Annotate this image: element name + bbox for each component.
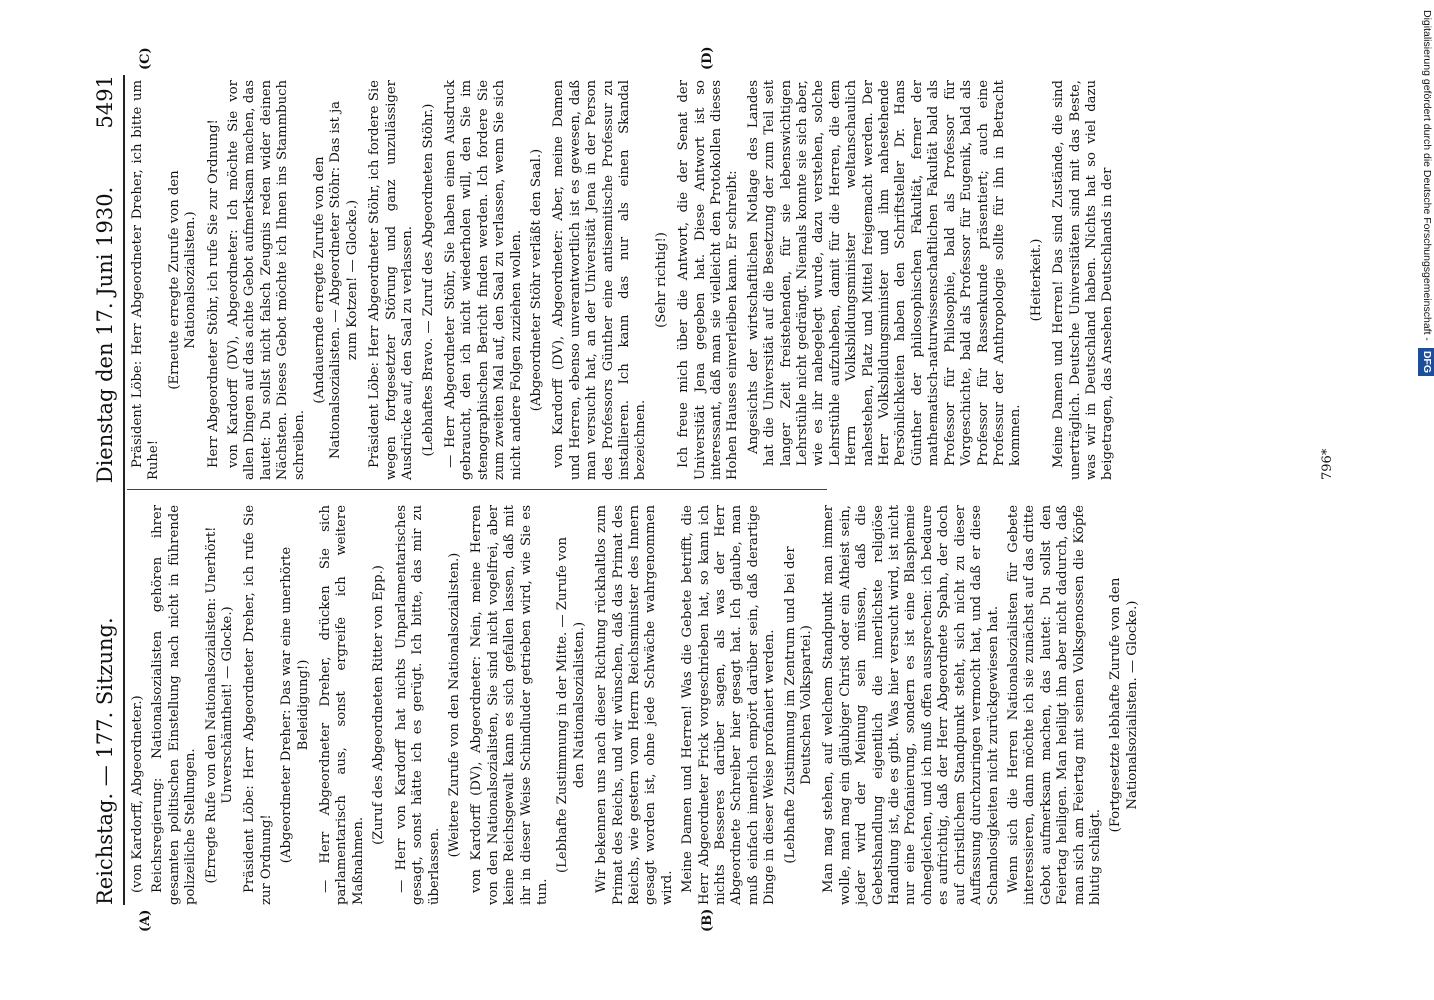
- paragraph: — Herr Abgeordneter Dreher, drücken Sie sich parlamentarisch aus, sonst ergreife ich weitere Maßnahmen.: [318, 505, 366, 905]
- text-column-right: [130, 80, 1121, 480]
- paragraph: von Kardorff (DV), Abgeordneter: Ich möchte Sie vor allen Dingen auf das achte Gebot aufmerksam machen, das lautet: Du sollst nicht falsch Zeugnis reden wider deinen Nächsten. Dieses Gebot möchte ich Ihnen ins Stammbuch schreiben.: [226, 80, 307, 480]
- interjection: (Zuruf des Abgeordneten Ritter von Epp.): [371, 565, 387, 845]
- page-number: 5491: [93, 75, 117, 129]
- column-divider: [127, 489, 827, 490]
- marker-a: (A): [138, 909, 153, 932]
- side-credit: [1418, 10, 1434, 990]
- header-left: Reichstag. — 177. Sitzung.: [93, 617, 117, 905]
- paragraph: von Kardorff (DV), Abgeordneter: Aber, meine Damen und Herren, ebenso unverantwortlich ist es gewesen, daß man versucht hat, an der Universität Jena in der Person des Professors Günther eine antisemitische Professur zu installieren. Ich kann das nur als einen Skandal bezeichnen.: [551, 80, 649, 480]
- paragraph: Wenn sich die Herren Nationalsozialisten für Gebete interessieren, dann möchte ich sie zunächst auf das dritte Gebot aufmerksam machen, das lautet: Du sollst den Feiertag heiligen. Man heiligt ihn aber nicht dadurch, daß man sich am Feiertag mit seinen Volksgenossen die Köpfe blutig schlägt.: [1005, 505, 1103, 905]
- header-date: Dienstag den 17. Juni 1930.: [93, 186, 117, 484]
- interjection: (Lebhafte Zustimmung im Zentrum und bei der Deutschen Volkspartei.): [782, 546, 815, 864]
- interjection: (Lebhafte Zustimmung in der Mitte. — Zurufe von den Nationalsozialisten.): [555, 537, 587, 873]
- paragraph: Präsident Löbe: Herr Abgeordneter Dreher, ich bitte um Ruhe!: [130, 80, 162, 480]
- side-credit-text: Digitalisierung gefördert durch die Deutsche Forschungsgemeinschaft -: [1421, 10, 1433, 341]
- interjection: (Fortgesetzte lebhafte Zurufe von den Nationalsozialisten. — Glocke.): [1108, 577, 1140, 833]
- marker-b: (B): [700, 908, 715, 932]
- paragraph: Präsident Löbe: Herr Abgeordneter Dreher, ich rufe Sie zur Ordnung!: [242, 505, 274, 905]
- interjection: (Andauernde erregte Zurufe von den Nationalsozialisten. — Abgeordneter Stöhr: Das ist ja zum Kotzen! — Glocke.): [312, 100, 360, 460]
- marker-c: (C): [138, 47, 153, 70]
- paragraph: Man mag stehen, auf welchem Standpunkt man immer wolle, man mag ein gläubiger Christ oder ein Atheist sein, jeder wird der Meinung sein müssen, daß die Gebetshandlung eigentlich die innerlichste religiöse Handlung ist, die es gibt. Was hier versucht wird, ist nicht nur eine Profanierung, sondern es ist eine Blasphemie ohnegleichen, und ich muß offen aussprechen: ich bedaure es aufrichtig, daß der Herr Abgeordnete Spahn, der doch auf christlichem Standpunkt steht, sich nicht zu dieser Auffassung durchzuringen vermocht hat, und daß er diese Schamlosigkeiten nicht zurückgewiesen hat.: [821, 505, 1001, 905]
- interjection: (Abgeordneter Dreher: Das war eine unerhörte Beleidigung!): [279, 546, 311, 864]
- marker-d: (D): [700, 46, 715, 70]
- paragraph: Herr Abgeordneter Stöhr, ich rufe Sie zur Ordnung!: [205, 119, 221, 468]
- paragraph: Wir bekennen uns nach dieser Richtung rückhaltlos zum Primat des Reichs, und wir wünschen, daß das Primat des Reichs, wie gestern vom Herrn Reichsminister des Innern gesagt worden ist, ohne jede Schwäche wahrgenommen wird.: [594, 505, 675, 905]
- interjection: (Erregte Rufe von den Nationalsozialisten: Unerhört! Unverschämtheit! — Glocke.): [203, 526, 236, 884]
- interjection: (Sehr richtig!): [653, 232, 669, 328]
- paragraph: von Kardorff (DV), Abgeordneter: Nein, meine Herren von den Nationalsozialisten, Sie sind nicht vogelfrei, aber keine Reichsgewalt kann es sich gefallen lassen, daß mit ihr in dieser Weise Schindluder getrieben wird, wie Sie es tun.: [469, 505, 550, 905]
- paragraph: Ich freue mich über die Antwort, die der Senat der Universität Jena gegeben hat. Diese Antwort ist so interessant, daß man sie vielleicht den Protokollen dieses Hohen Hauses einverleiben kann. Er schreibt:: [676, 80, 741, 480]
- page-header: [90, 75, 120, 905]
- text-column-left: [130, 505, 1147, 905]
- interjection: (Weitere Zurufe von den Nationalsozialisten.): [446, 552, 462, 858]
- paragraph: — Herr Abgeordneter Stöhr, Sie haben einen Ausdruck gebraucht, den ich nicht wiederholen will, den Sie im stenographischen Bericht finden werden. Ich fordere Sie zum zweiten Mal auf, den Saal zu verlassen, wenn Sie sich nicht andere Folgen zuziehen wollen.: [442, 80, 524, 480]
- paragraph: Meine Damen und Herren! Was die Gebete betrifft, die Herr Abgeordneter Frick vorgeschrieben hat, so kann ich nichts Besseres darüber sagen, als was der Herr Abgeordnete Schreiber hier gesagt hat. Ich glaube, man muß einfach innerlich empört darüber sein, daß derartige Dinge in dieser Weise profaniert werden.: [680, 505, 778, 905]
- interjection: (Lebhaftes Bravo. — Zuruf des Abgeordneten Stöhr.): [420, 103, 436, 457]
- interjection: (Erneute erregte Zurufe von den Nationalsozialisten.): [166, 170, 199, 390]
- paragraph: Reichsregierung: Nationalsozialisten gehören ihrer gesamten politischen Einstellung nach nicht in führende polizeiliche Stellungen.: [150, 505, 199, 905]
- interjection: (Heiterkeit.): [1028, 238, 1044, 322]
- signature-mark: 796*: [1320, 448, 1335, 480]
- interjection: (Abgeordneter Stöhr verläßt den Saal.): [528, 148, 544, 412]
- paragraph: Meine Damen und Herren! Das sind Zustände, die sind unerträglich. Deutsche Universitäten sind mit das Beste, was wir in Deutschland haben. Nichts hat so viel dazu beigetragen, das Ansehen Deutschlands in der: [1051, 80, 1116, 480]
- paragraph: — Herr von Kardorff hat nichts Unparlamentarisches gesagt, sonst hätte ich es gerügt. Ich bitte, das mir zu überlassen.: [393, 505, 442, 905]
- header-rule: [123, 75, 125, 905]
- dfg-logo: DFG: [1418, 348, 1434, 376]
- quote: Angesichts der wirtschaftlichen Notlage des Landes hat die Universität auf die Besetzung der zum Teil seit langer Zeit freistehenden, für sie lebenswichtigen Lehrstühle nicht gedrängt. Niemals konnte sie sich aber, wie es ihr nahegelegt wurde, dazu verstehen, solche Lehrstühle aufzuheben, damit für die Herren, die dem Herrn Volksbildungsminister weltanschaulich nahestehen, Platz und Mittel freigemacht werden. Der Herr Volksbildungsminister und ihm nahestehende Persönlichkeiten haben den Schriftsteller Dr. Hans Günther der philosophischen Fakultät, ferner der mathematisch-naturwissenschaftlichen Fakultät bald als Professor für Philosophie, bald als Professor für Vorgeschichte, bald als Professor für Eugenik, bald als Professor für Rassenkunde präsentiert; auch eine Professur der Anthropologie sollte für ihn in Betracht kommen.: [745, 80, 1024, 466]
- paragraph: (von Kardorff, Abgeordneter.): [130, 695, 145, 893]
- paragraph: Präsident Löbe: Herr Abgeordneter Stöhr, ich fordere Sie wegen fortgesetzter Störung und ganz unzulässiger Ausdrücke auf, den Saal zu verlassen.: [367, 80, 416, 480]
